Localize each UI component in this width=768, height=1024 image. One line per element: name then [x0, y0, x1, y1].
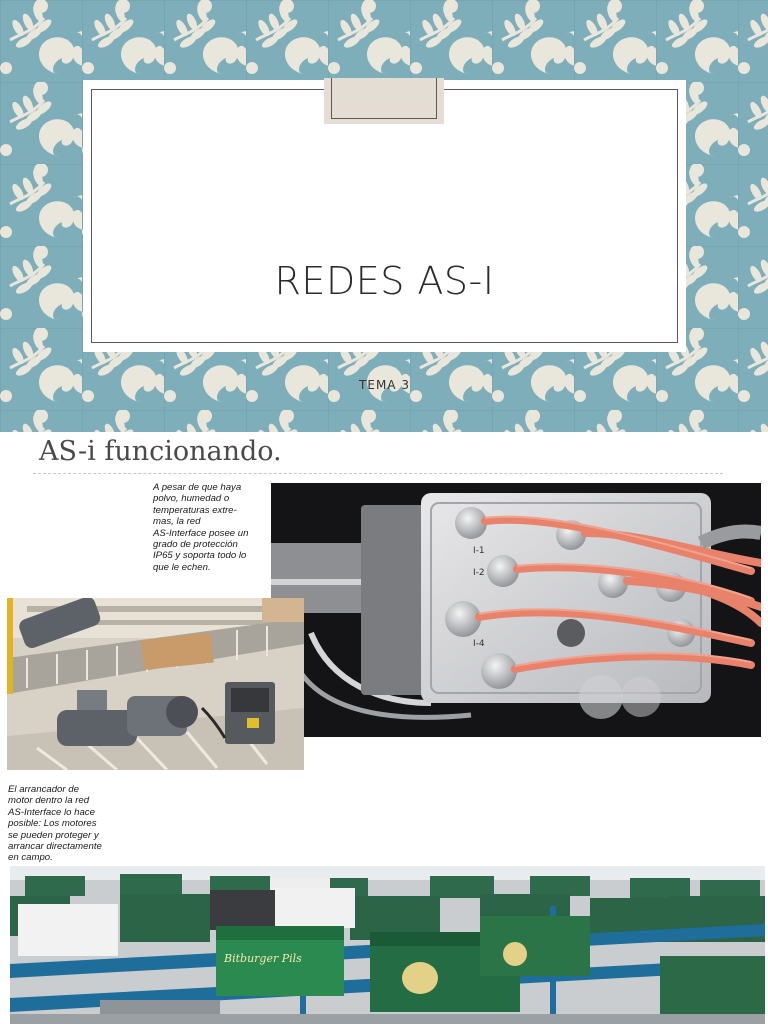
title-slide	[0, 0, 768, 432]
slide-subtitle: TEMA 3	[359, 378, 410, 392]
content-slide	[0, 432, 768, 1024]
photo-crate-conveyor	[10, 866, 765, 1024]
heading-divider	[33, 473, 723, 474]
crate-brand-label: Bitburger Pils	[224, 952, 302, 965]
photo-asi-module	[271, 483, 761, 737]
photo-motor-starter	[7, 598, 304, 770]
title-card-tab-border	[331, 78, 437, 119]
slide-heading: AS-i funcionando.	[39, 436, 282, 467]
title-card	[83, 80, 686, 392]
caption-motor: El arrancador de motor dentro la red AS-Interface lo hace posible: Los motores se pueden proteger y arrancar directamente en campo.	[8, 784, 102, 864]
port-label-i2: I-2	[473, 568, 485, 578]
port-label-i1: I-1	[473, 546, 485, 556]
port-label-i4: I-4	[473, 639, 485, 649]
title-card-tab	[324, 78, 444, 124]
title-card-border	[91, 89, 678, 343]
slide-title: REDES AS-I	[274, 259, 495, 303]
caption-module: A pesar de que haya polvo, humedad o temperaturas extre- mas, la red AS-Interface posee un grado de protección IP65 y soporta todo lo que le echen.	[153, 482, 249, 573]
